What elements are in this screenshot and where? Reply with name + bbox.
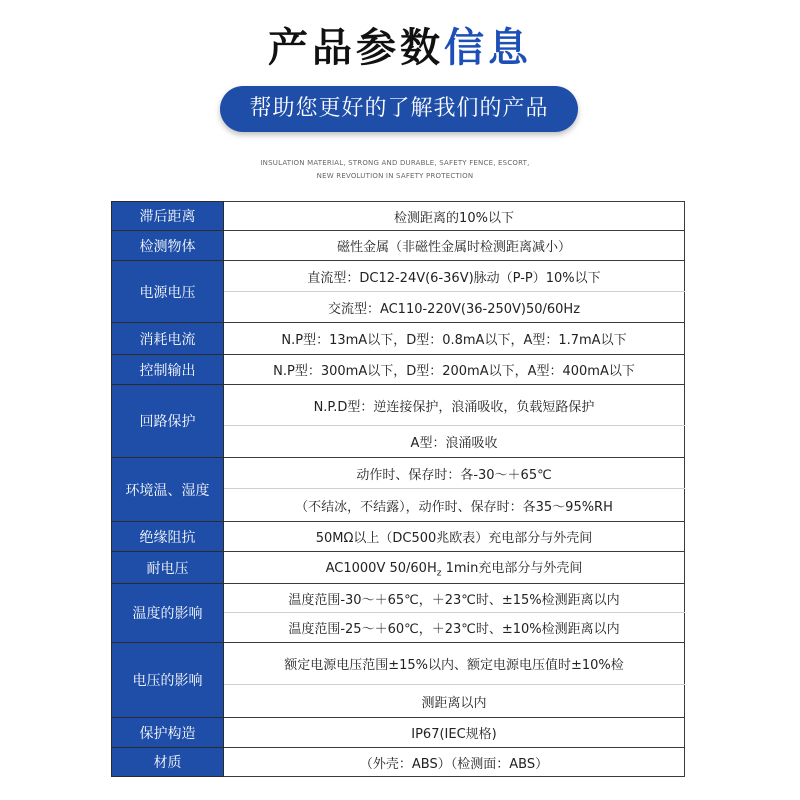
page-title xyxy=(0,22,800,74)
spec-row-supply-voltage xyxy=(112,261,685,292)
spec-value: 交流型：AC110-220V(36-250V)50/60Hz xyxy=(224,292,685,323)
spec-value: N.P型：13mA以下，D型：0.8mA以下，A型：1.7mA以下 xyxy=(224,323,685,355)
spec-row-temperature-effect xyxy=(112,584,685,613)
spec-value: 测距离以内 xyxy=(224,685,685,718)
tagline-line-2: NEW REVOLUTION IN SAFETY PROTECTION xyxy=(316,172,474,180)
spec-value-part: 1min充电部分与外壳间 xyxy=(441,560,583,576)
spec-value-part: AC1000V 50/60H xyxy=(325,560,437,576)
spec-value: IP67(IEC规格) xyxy=(224,718,685,748)
spec-value: 直流型：DC12-24V(6-36V)脉动（P-P）10%以下 xyxy=(224,261,685,292)
spec-label: 温度的影响 xyxy=(112,584,224,643)
spec-label: 电源电压 xyxy=(112,261,224,323)
spec-label: 材质 xyxy=(112,748,224,777)
spec-value: （外壳：ABS）（检测面：ABS） xyxy=(224,748,685,777)
spec-value: N.P型：300mA以下，D型：200mA以下，A型：400mA以下 xyxy=(224,355,685,385)
spec-row-protection-structure xyxy=(112,718,685,748)
spec-row-hysteresis xyxy=(112,202,685,231)
spec-row-material xyxy=(112,748,685,777)
spec-row-circuit-protection xyxy=(112,385,685,426)
spec-row-insulation xyxy=(112,522,685,552)
spec-value-subscript: z xyxy=(436,568,442,579)
spec-label: 环境温、湿度 xyxy=(112,458,224,522)
spec-value: 额定电源电压范围±15%以内、额定电源电压值时±10%检 xyxy=(224,643,685,685)
spec-row-ambient xyxy=(112,458,685,489)
spec-value: 动作时、保存时：各-30～＋65℃ xyxy=(224,458,685,489)
spec-row-voltage-effect xyxy=(112,643,685,685)
spec-value: 温度范围-25～＋60℃，＋23℃时、±10%检测距离以内 xyxy=(224,613,685,643)
spec-label: 电压的影响 xyxy=(112,643,224,718)
spec-row-withstand-voltage xyxy=(112,552,685,584)
spec-label: 回路保护 xyxy=(112,385,224,458)
spec-value: A型：浪涌吸收 xyxy=(224,426,685,458)
spec-value xyxy=(224,552,685,584)
spec-label: 保护构造 xyxy=(112,718,224,748)
spec-value: （不结冰，不结露），动作时、保存时：各35～95%RH xyxy=(224,489,685,522)
english-tagline xyxy=(0,157,790,183)
subtitle-banner: 帮助您更好的了解我们的产品 xyxy=(220,86,578,132)
page-title-main: 产品参数 xyxy=(268,25,444,71)
spec-value: 磁性金属（非磁性金属时检测距离减小） xyxy=(224,231,685,261)
spec-label: 控制输出 xyxy=(112,355,224,385)
spec-value: 50MΩ以上（DC500兆欧表）充电部分与外壳间 xyxy=(224,522,685,552)
spec-label: 绝缘阻抗 xyxy=(112,522,224,552)
page-title-accent: 信息 xyxy=(444,25,532,71)
spec-label: 消耗电流 xyxy=(112,323,224,355)
spec-label: 滞后距离 xyxy=(112,202,224,231)
spec-value: N.P.D型：逆连接保护，浪涌吸收，负载短路保护 xyxy=(224,385,685,426)
spec-label: 检测物体 xyxy=(112,231,224,261)
spec-label: 耐电压 xyxy=(112,552,224,584)
spec-row-current xyxy=(112,323,685,355)
spec-value: 检测距离的10%以下 xyxy=(224,202,685,231)
tagline-line-1: INSULATION MATERIAL, STRONG AND DURABLE, SAFETY FENCE, ESCORT, xyxy=(260,159,530,167)
spec-row-target xyxy=(112,231,685,261)
spec-row-control-output xyxy=(112,355,685,385)
spec-table xyxy=(111,201,685,777)
spec-value: 温度范围-30～＋65℃，＋23℃时、±15%检测距离以内 xyxy=(224,584,685,613)
